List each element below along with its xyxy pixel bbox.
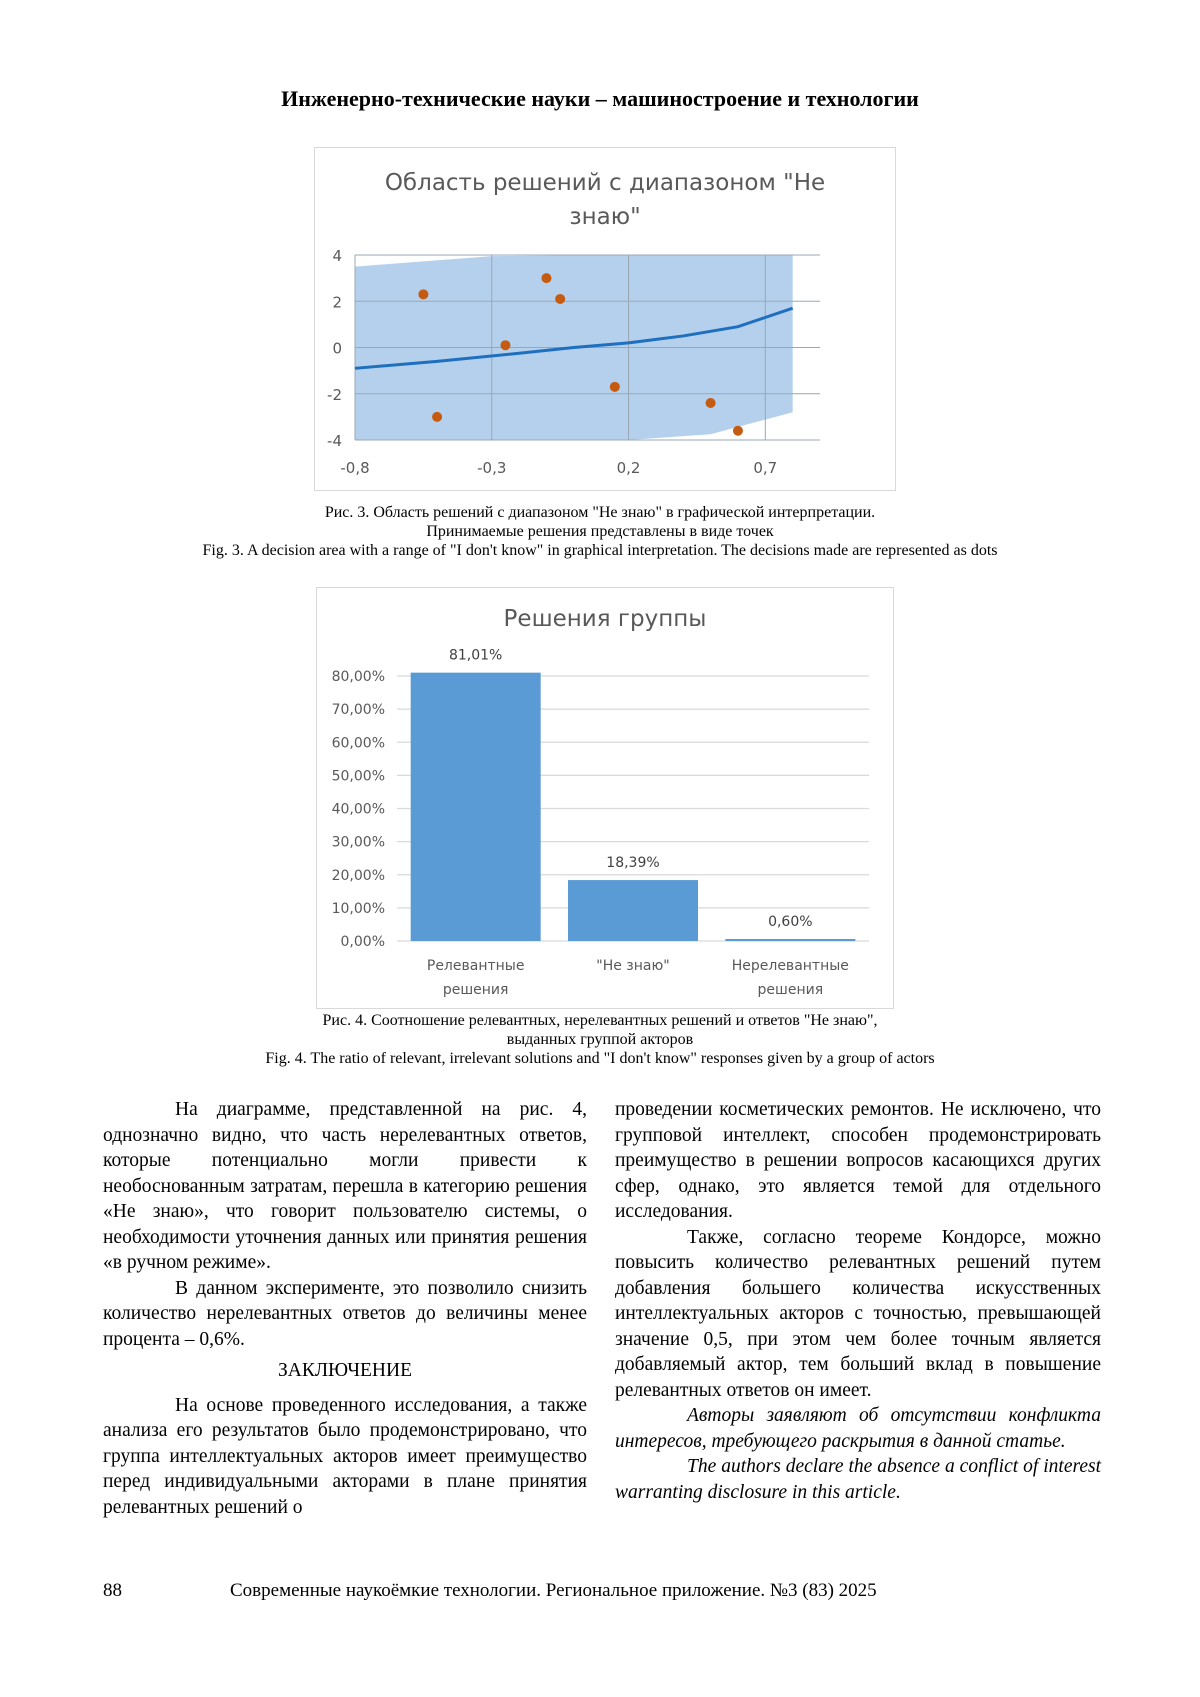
y-tick-label: -4	[327, 432, 342, 450]
y-tick-label: 50,00%	[331, 768, 385, 785]
x-category-label: "Не знаю"	[596, 958, 670, 974]
chart-title: Решения группы	[503, 606, 707, 632]
paragraph: Также, согласно теореме Кондорсе, можно повысить количество релевантных решений путем добавления большего количества искусственных интеллектуальных акторов с точностью, превышающей значение 0,5, при этом чем более точным является добавляемый актор, тем больший вклад в повышение релевантных ответов он имеет.	[615, 1226, 1101, 1401]
y-tick-label: 80,00%	[331, 669, 385, 685]
figure-4-chart	[316, 587, 894, 1009]
right-column	[615, 1097, 1101, 1505]
y-tick-label: 0,00%	[340, 934, 385, 950]
x-category-label: Нерелевантные	[731, 958, 849, 974]
bar-value-label: 18,39%	[606, 855, 660, 872]
section-title: ЗАКЛЮЧЕНИЕ	[277, 1360, 413, 1381]
paragraph: проведении косметических ремонтов. Не исключено, что групповой интеллект, способен продемонстрировать преимущество в решении вопросов касающихся других сфер, однако, это является темой для отдельного исследования.	[615, 1099, 1101, 1222]
chart-title-line1: Область решений с диапазоном "Не	[384, 170, 826, 196]
caption-en: Fig. 3. A decision area with a range of "I don't know" in graphical interpretation. The decisions made are represented as dots	[202, 542, 998, 559]
journal-footer: Современные наукоёмкие технологии. Региональное приложение. №3 (83) 2025	[230, 1580, 877, 1601]
x-category-label: решения	[442, 982, 509, 998]
figure-3-chart	[314, 147, 896, 491]
data-point	[706, 398, 716, 408]
x-category-label: решения	[757, 982, 824, 998]
y-tick-label: 40,00%	[331, 801, 385, 818]
bar	[568, 880, 698, 941]
x-tick-label: 0,2	[616, 459, 641, 477]
caption-ru-line2: Принимаемые решения представлены в виде точек	[426, 523, 774, 540]
x-tick-label: -0,8	[340, 459, 370, 477]
chart-title-line2: знаю"	[569, 204, 641, 230]
x-tick-label: -0,3	[477, 459, 507, 477]
y-tick-label: 70,00%	[331, 702, 385, 719]
y-tick-label: 10,00%	[331, 900, 385, 917]
data-point	[541, 273, 551, 283]
page-number: 88	[103, 1580, 122, 1601]
paragraph: На основе проведенного исследования, а также анализа его результатов было продемонстрировано, что группа интеллектуальных акторов имеет преимущество перед индивидуальными акторами в плане принятия релевантных решений о	[103, 1394, 587, 1518]
y-tick-label: 20,00%	[331, 867, 385, 884]
running-title: Инженерно-технические науки – машиностроение и технологии	[281, 86, 919, 111]
figure-4-caption	[0, 1011, 1200, 1068]
bar	[725, 939, 855, 941]
y-tick-label: 0	[332, 339, 342, 358]
y-tick-label: 2	[332, 293, 342, 312]
bar-value-label: 81,01%	[448, 647, 503, 664]
x-category-label: Релевантные	[426, 958, 525, 974]
bar-chart-svg	[317, 588, 893, 1008]
paragraph: В данном эксперименте, это позволило снизить количество нерелевантных ответов до величины менее процента – 0,6%.	[103, 1277, 587, 1350]
caption-ru-line1: Рис. 4. Соотношение релевантных, нерелевантных решений и ответов "Не знаю",	[322, 1012, 878, 1029]
bar	[411, 673, 541, 941]
data-point	[418, 289, 428, 299]
conflict-statement-en: The authors declare the absence a conflict of interest warranting disclosure in this article.	[615, 1456, 1101, 1503]
caption-ru-line2: выданных группой акторов	[506, 1031, 694, 1048]
bar-value-label: 0,60%	[768, 914, 813, 931]
data-point	[555, 294, 565, 304]
data-point	[610, 382, 620, 392]
data-point	[500, 340, 510, 350]
paragraph: На диаграмме, представленной на рис. 4, однозначно видно, что часть нерелевантных ответов, которые потенциально могли привести к необоснованным затратам, перешла в категорию решения «Не знаю», что говорит пользователю системы, о необходимости уточнения данных или принятия решения «в ручном режиме».	[103, 1099, 587, 1273]
caption-en: Fig. 4. The ratio of relevant, irrelevant solutions and "I don't know" responses given by a group of actors	[265, 1050, 935, 1067]
conflict-statement-ru: Авторы заявляют об отсутствии конфликта интересов, требующего раскрытия в данной статье.	[615, 1405, 1101, 1452]
data-point	[432, 412, 442, 422]
x-tick-label: 0,7	[753, 459, 778, 477]
y-tick-label: 60,00%	[331, 735, 385, 752]
y-tick-label: 4	[332, 247, 342, 265]
left-column	[103, 1097, 587, 1520]
y-tick-label: -2	[327, 385, 342, 404]
data-point	[733, 426, 743, 436]
caption-ru-line1: Рис. 3. Область решений с диапазоном "Не знаю" в графической интерпретации.	[324, 504, 876, 521]
y-tick-label: 30,00%	[331, 834, 385, 851]
scatter-chart-svg	[315, 148, 895, 490]
figure-3-caption	[0, 503, 1200, 560]
